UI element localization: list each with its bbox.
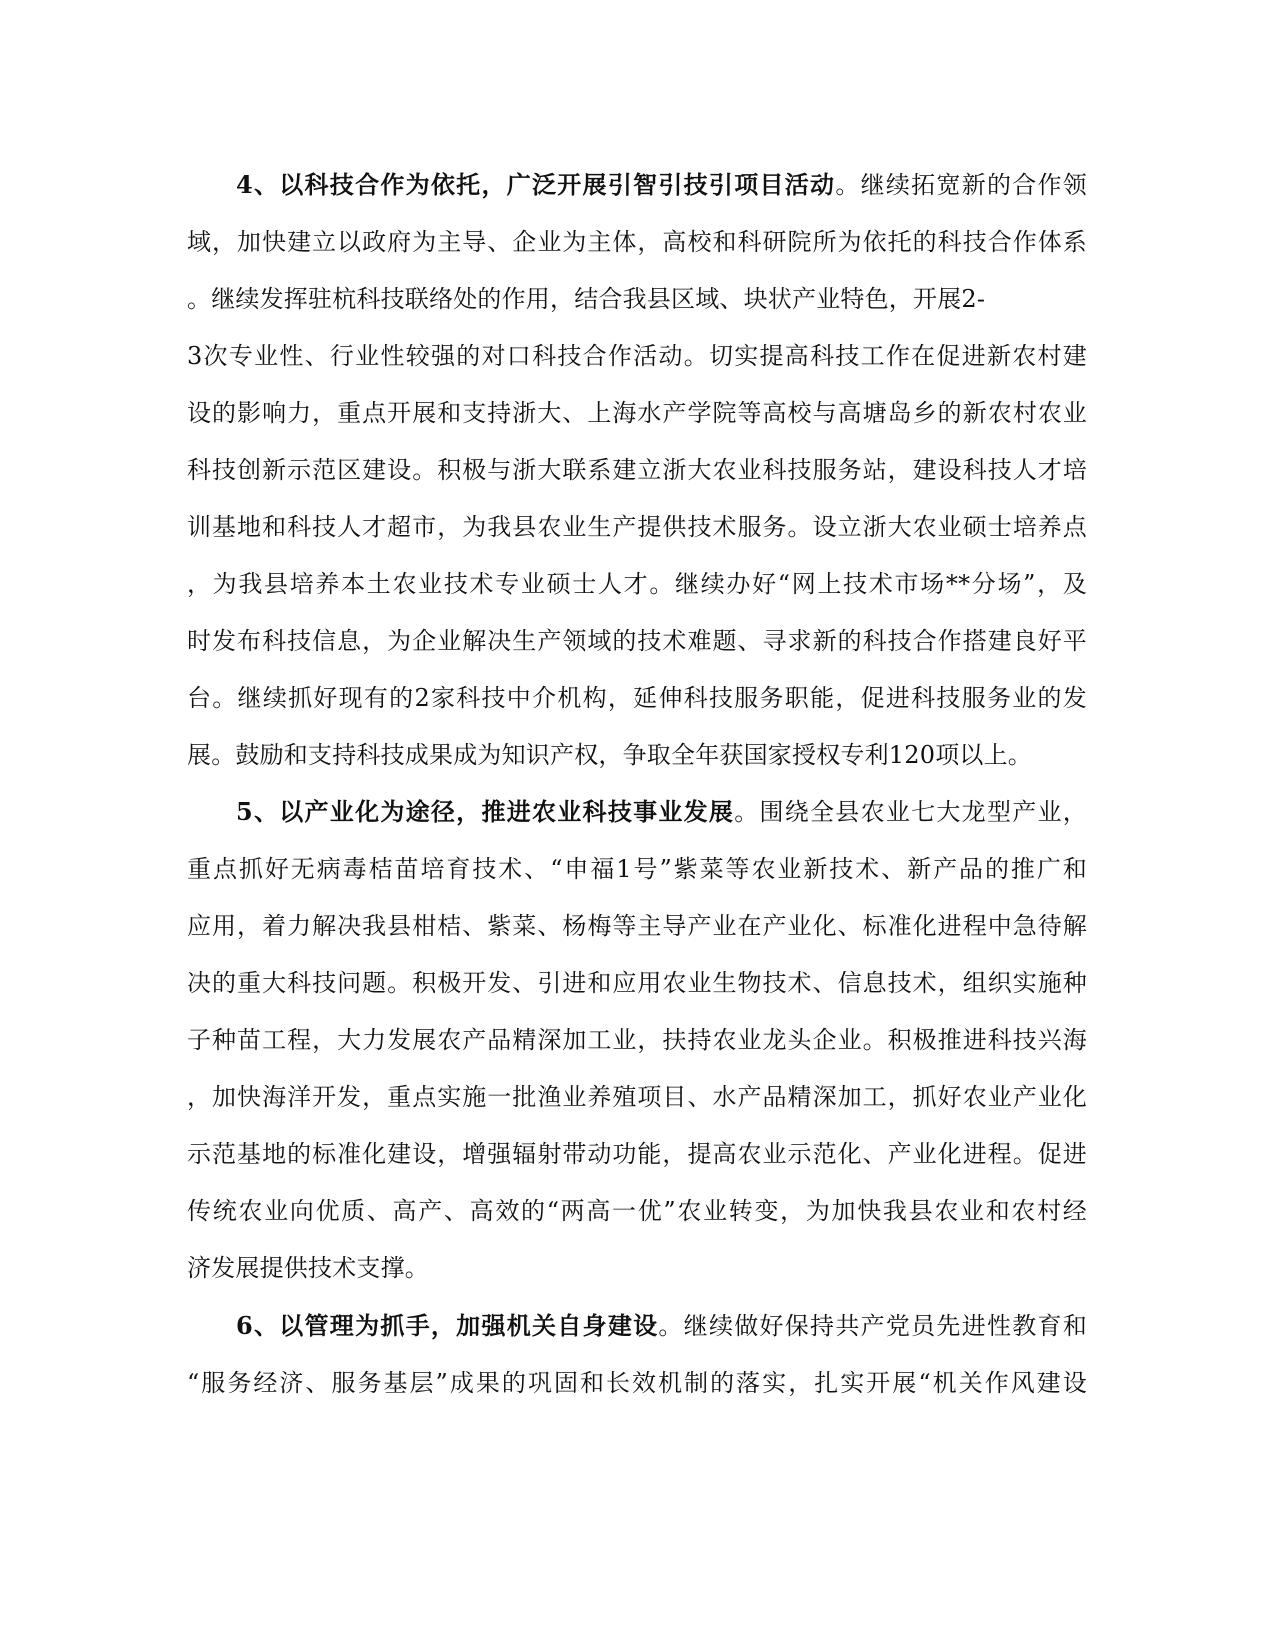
paragraph-4-first-rest: 。继续拓宽新的合作领: [835, 171, 1088, 199]
paragraph-5-line: 传统农业向优质、高产、高效的“两高一优”农业转变，为加快我县农业和农村经: [187, 1197, 1087, 1225]
paragraph-4-line: 台。继续抓好现有的2家科技中介机构，延伸科技服务职能，促进科技服务业的发: [187, 684, 1087, 712]
paragraph-5-line: 重点抓好无病毒桔苗培育技术、“申福1号”紫菜等农业新技术、新产品的推广和: [187, 855, 1087, 883]
paragraph-6-line-1: [236, 1306, 1087, 1346]
paragraph-4-line: 3次专业性、行业性较强的对口科技合作活动。切实提高科技工作在促进新农村建: [187, 342, 1087, 370]
paragraph-5-line: 子种苗工程，大力发展农产品精深加工业，扶持农业龙头企业。积极推进科技兴海: [187, 1026, 1087, 1054]
paragraph-5-first-rest: 。围绕全县农业七大龙型产业，: [734, 798, 1087, 826]
paragraph-4-heading: 4、以科技合作为依托，广泛开展引智引技引项目活动: [236, 170, 836, 199]
paragraph-5-line: 示范基地的标准化建设，增强辐射带动功能，提高农业示范化、产业化进程。促进: [187, 1140, 1087, 1168]
paragraph-4-line: 训基地和科技人才超市，为我县农业生产提供技术服务。设立浙大农业硕士培养点: [187, 513, 1087, 541]
paragraph-4-line: 展。鼓励和支持科技成果成为知识产权，争取全年获国家授权专利120项以上。: [187, 741, 1033, 769]
paragraph-6-first-rest: 。继续做好保持共产党员先进性教育和: [658, 1312, 1087, 1340]
paragraph-5-line: 应用，着力解决我县柑桔、紫菜、杨梅等主导产业在产业化、标准化进程中急待解: [187, 912, 1087, 940]
paragraph-4-line: 域，加快建立以政府为主导、企业为主体，高校和科研院所为依托的科技合作体系: [187, 228, 1087, 256]
paragraph-4-line: 科技创新示范区建设。积极与浙大联系建立浙大农业科技服务站，建设科技人才培: [187, 456, 1087, 484]
paragraph-4-line: 时发布科技信息，为企业解决生产领域的技术难题、寻求新的科技合作搭建良好平: [187, 627, 1087, 655]
paragraph-5-heading: 5、以产业化为途径，推进农业科技事业发展: [236, 797, 735, 826]
paragraph-4-line: 设的影响力，重点开展和支持浙大、上海水产学院等高校与高塘岛乡的新农村农业: [187, 399, 1087, 427]
paragraph-6-line: “服务经济、服务基层”成果的巩固和长效机制的落实，扎实开展“机关作风建设: [187, 1369, 1087, 1397]
paragraph-6-heading: 6、以管理为抓手，加强机关自身建设: [236, 1311, 659, 1340]
paragraph-5-line: 决的重大科技问题。积极开发、引进和应用农业生物技术、信息技术，组织实施种: [187, 969, 1087, 997]
paragraph-4-line: ，为我县培养本土农业技术专业硕士人才。继续办好“网上技术市场**分场”，及: [187, 570, 1087, 598]
paragraph-4-line: 。继续发挥驻杭科技联络处的作用，结合我县区域、块状产业特色，开展2-: [187, 285, 986, 313]
paragraph-5-line-1: [236, 792, 1087, 832]
paragraph-5-line: ，加快海洋开发，重点实施一批渔业养殖项目、水产品精深加工，抓好农业产业化: [187, 1083, 1087, 1111]
paragraph-5-line: 济发展提供技术支撑。: [187, 1254, 429, 1282]
paragraph-4-line-1: [236, 165, 1087, 205]
